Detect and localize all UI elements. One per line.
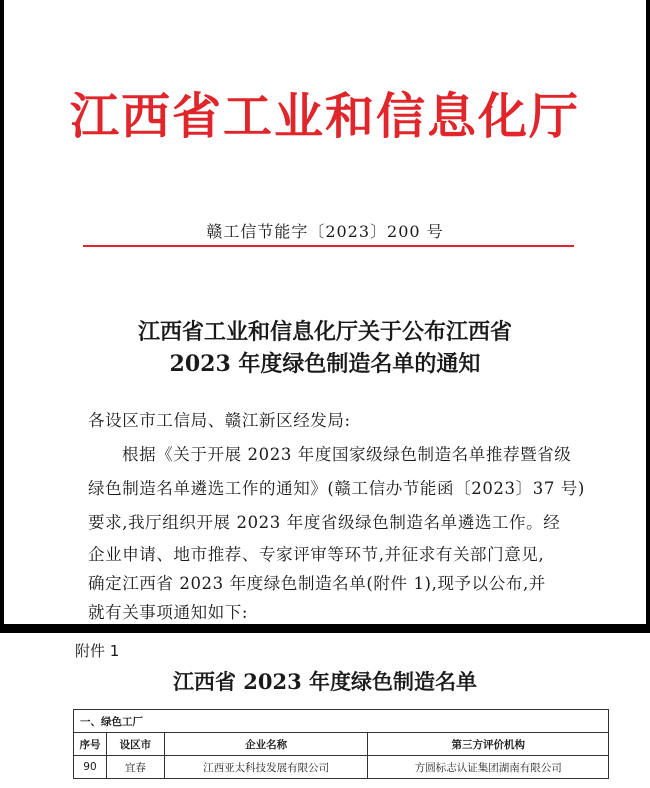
red-separator-line: [83, 245, 574, 247]
body-line: 根据《关于开展 2023 年度国家级绿色制造名单推荐暨省级: [122, 445, 572, 464]
column-header: 第三方评价机构: [368, 733, 609, 756]
body-line: 要求,我厅组织开展 2023 年度省级绿色制造名单遴选工作。经: [88, 513, 561, 532]
page-divider: [0, 624, 650, 633]
salutation: 各设区市工信局、赣江新区经发局:: [88, 411, 351, 430]
row-serial: 90: [74, 756, 107, 779]
document-number: 赣工信节能字〔2023〕200 号: [206, 222, 444, 241]
row-city: 宜春: [106, 756, 164, 779]
body-line: 绿色制造名单遴选工作的通知》(赣工信办节能函〔2023〕37 号): [88, 479, 585, 498]
table-header-row: [74, 733, 609, 756]
notice-title-line-2: 2023 年度绿色制造名单的通知: [169, 351, 481, 377]
attachment-label: 附件 1: [75, 642, 120, 660]
column-header: 序号: [74, 733, 107, 756]
body-line: 企业申请、地市推荐、专家评审等环节,并征求有关部门意见,: [88, 545, 545, 564]
table-row: [74, 756, 609, 779]
body-line: 就有关事项通知如下:: [88, 603, 249, 622]
row-company: 江西亚太科技发展有限公司: [164, 756, 368, 779]
column-header: 企业名称: [164, 733, 368, 756]
row-evaluator: 方圆标志认证集团湖南有限公司: [368, 756, 609, 779]
section-heading: 一、绿色工厂: [74, 710, 609, 733]
agency-letterhead: 江西省工业和信息化厅: [69, 87, 580, 145]
table-section-row: [74, 710, 609, 733]
attachment-title: 江西省 2023 年度绿色制造名单: [172, 669, 478, 694]
body-line: 确定江西省 2023 年度绿色制造名单(附件 1),现予以公布,并: [88, 574, 546, 593]
green-manufacturing-table: [73, 709, 609, 779]
notice-title-line-1: 江西省工业和信息化厅关于公布江西省: [137, 319, 512, 345]
column-header: 设区市: [106, 733, 164, 756]
